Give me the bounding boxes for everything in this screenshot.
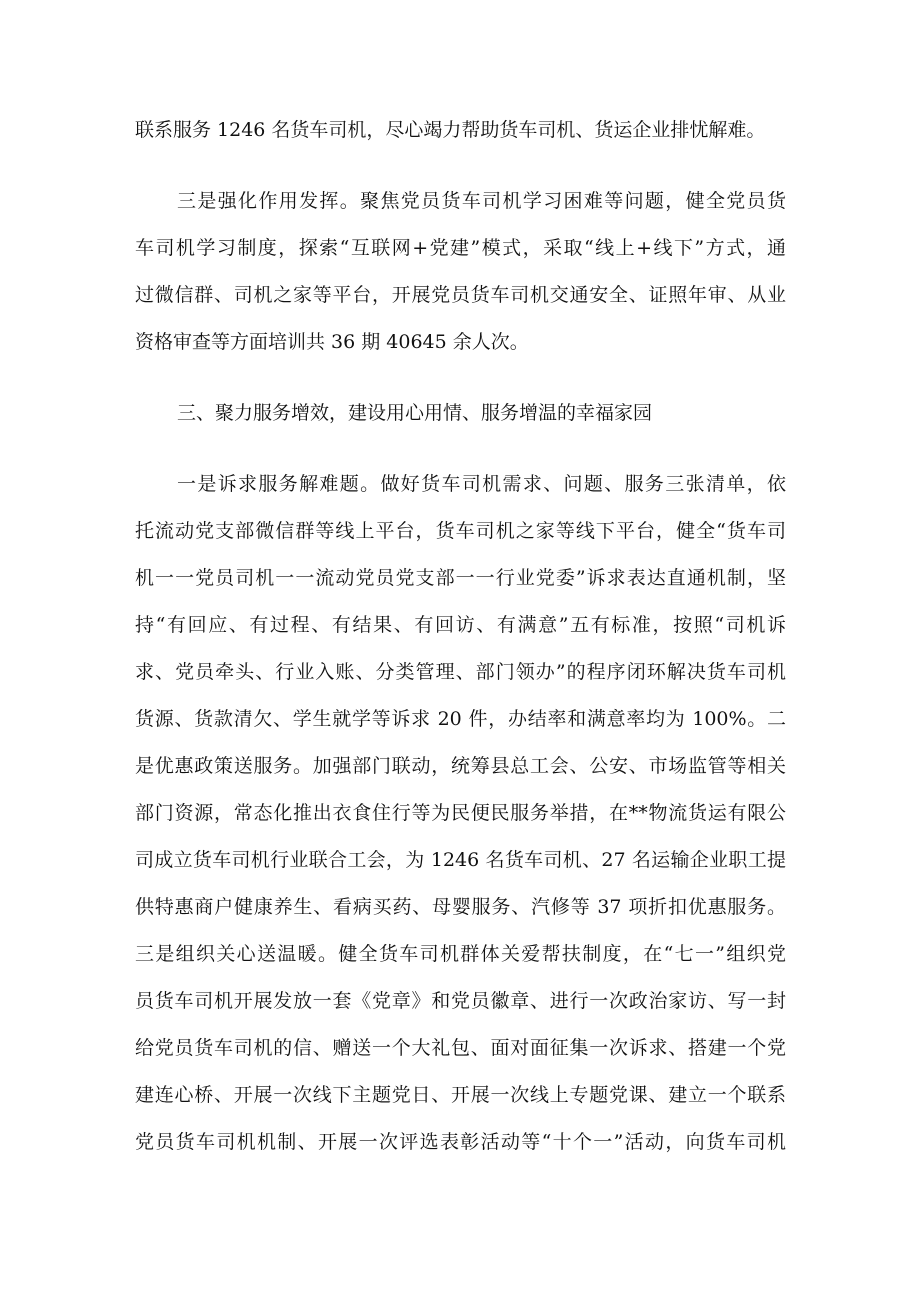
paragraph-line: 联系服务 1246 名货车司机，尽心竭力帮助货车司机、货运企业排忧解难。: [135, 119, 766, 141]
paragraph-line: 资格审查等方面培训共 36 期 40645 余人次。: [135, 331, 529, 353]
paragraph-line: 司成立货车司机行业联合工会，为 1246 名货车司机、27 名运输企业职工提: [135, 849, 786, 871]
paragraph-line: 部门资源，常态化推出衣食住行等为民便民服务举措，在**物流货运有限公: [135, 802, 786, 824]
paragraph-line: 一是诉求服务解难题。做好货车司机需求、问题、服务三张清单，依: [177, 473, 786, 495]
paragraph-line: 是优惠政策送服务。加强部门联动，统筹县总工会、公安、市场监管等相关: [135, 755, 786, 777]
section-heading: 三、聚力服务增效，建设用心用情、服务增温的幸福家园: [177, 402, 653, 424]
paragraph-line: 求、党员牵头、行业入账、分类管理、部门领办”的程序闭环解决货车司机: [135, 661, 786, 683]
paragraph-line: 供特惠商户健康养生、看病买药、母婴服务、汽修等 37 项折扣优惠服务。: [135, 896, 786, 918]
paragraph-line: 员货车司机开展发放一套《党章》和党员徽章、进行一次政治家访、写一封: [135, 990, 786, 1012]
paragraph-line: 车司机学习制度，探索“互联网+党建”模式，采取“线上+线下”方式，通: [135, 237, 786, 259]
paragraph-line: 过微信群、司机之家等平台，开展党员货车司机交通安全、证照年审、从业: [135, 284, 786, 306]
paragraph-line: 持“有回应、有过程、有结果、有回访、有满意”五有标准，按照“司机诉: [135, 614, 786, 636]
paragraph-line: 给党员货车司机的信、赠送一个大礼包、面对面征集一次诉求、搭建一个党: [135, 1037, 786, 1059]
paragraph-line: 机一一党员司机一一流动党员党支部一一行业党委”诉求表达直通机制，坚: [135, 567, 786, 589]
paragraph-line: 党员货车司机机制、开展一次评选表彰活动等“十个一”活动，向货车司机: [135, 1131, 786, 1153]
paragraph-line: 三是组织关心送温暖。健全货车司机群体关爱帮扶制度，在“七一”组织党: [135, 943, 786, 965]
paragraph-line: 托流动党支部微信群等线上平台，货车司机之家等线下平台，健全“货车司: [135, 520, 786, 542]
paragraph-line: 货源、货款清欠、学生就学等诉求 20 件，办结率和满意率均为 100%。二: [135, 708, 786, 730]
paragraph-line: 三是强化作用发挥。聚焦党员货车司机学习困难等问题，健全党员货: [177, 190, 786, 212]
paragraph-line: 建连心桥、开展一次线下主题党日、开展一次线上专题党课、建立一个联系: [135, 1084, 786, 1106]
